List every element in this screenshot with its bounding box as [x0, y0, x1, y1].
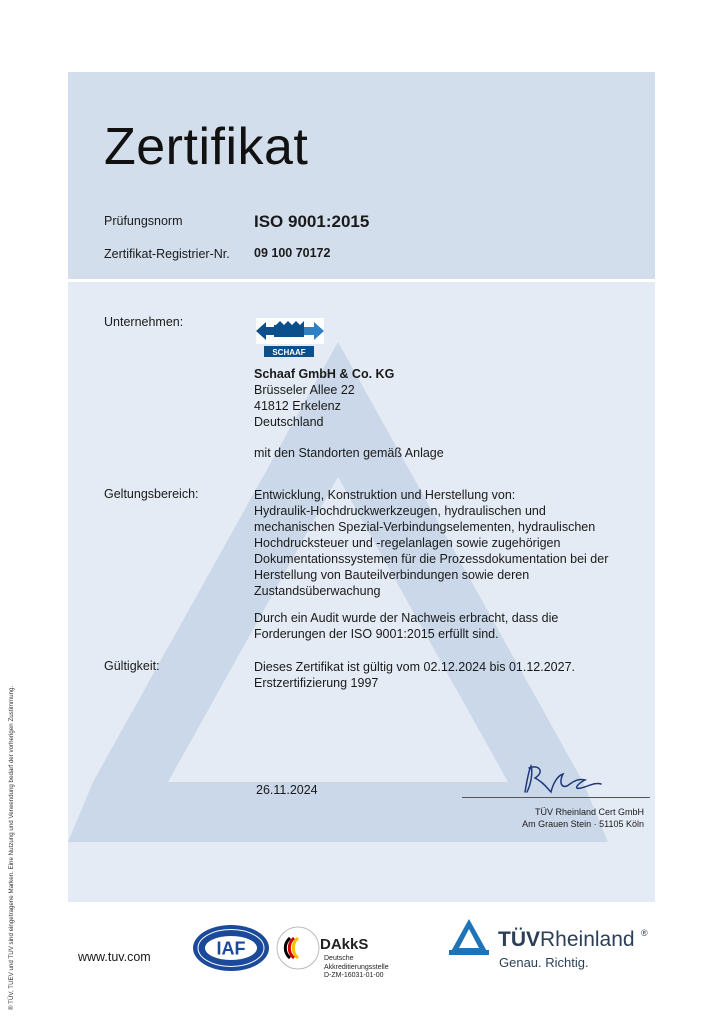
audit-statement [254, 610, 558, 642]
scope-line: Hochdrucksteuer und -regelanlagen sowie zugehörigen [254, 536, 561, 550]
company-name: Schaaf GmbH & Co. KG [254, 367, 395, 381]
schaaf-logo-text: SCHAAF [272, 348, 306, 357]
company-sites: mit den Standorten gemäß Anlage [254, 446, 444, 460]
norm-value: ISO 9001:2015 [254, 212, 370, 231]
registered-mark: ® [641, 928, 648, 938]
issuer-address: Am Grauen Stein · 51105 Köln [522, 819, 644, 829]
tuv-claim: Genau. Richtig. [499, 955, 589, 970]
schaaf-logo [254, 316, 326, 360]
issue-date: 26.11.2024 [256, 783, 318, 797]
validity-label: Gültigkeit: [104, 659, 160, 673]
dakks-line: Akkreditierungsstelle [324, 963, 389, 971]
certificate-title: Zertifikat [104, 118, 309, 176]
registration-value: 09 100 70172 [254, 246, 331, 260]
signature [515, 762, 605, 798]
website-link[interactable]: www.tuv.com [78, 950, 151, 964]
dakks-registration: D-ZM-16031-01-00 [324, 972, 384, 979]
scope-label: Geltungsbereich: [104, 487, 199, 501]
tuv-brand-rest: Rheinland [540, 928, 635, 951]
scope-line: Zustandsüberwachung [254, 584, 381, 598]
trademark-note: ® TÜV, TUEV und TUV sind eingetragene Marken. Eine Nutzung und Verwendung bedarf der vorherigen Zustimmung. [8, 685, 15, 1010]
scope-line: Herstellung von Bauteilverbindungen sowie deren [254, 568, 530, 582]
iaf-logo-text: IAF [216, 938, 246, 959]
dakks-name: DAkkS [320, 936, 369, 953]
audit-line: Forderungen der ISO 9001:2015 erfüllt sind. [254, 627, 499, 641]
signature-line [462, 797, 650, 798]
issuer-name: TÜV Rheinland Cert GmbH [534, 807, 644, 817]
first-certification: Erstzertifizierung 1997 [254, 676, 379, 690]
scope-line: mechanischen Spezial-Verbindungselementen, hydraulischen [254, 520, 596, 534]
scope-line: Dokumentationssystemen für die Prozessdokumentation bei der [254, 552, 609, 566]
issuer-block [522, 806, 644, 830]
tuv-brand-bold: TÜV [498, 928, 540, 951]
tuv-triangle-icon [448, 918, 490, 956]
company-label: Unternehmen: [104, 315, 184, 329]
company-street: Brüsseler Allee 22 [254, 383, 355, 397]
scope-text [254, 487, 608, 599]
company-city: 41812 Erkelenz [254, 399, 341, 413]
iaf-logo [192, 924, 270, 972]
company-address [254, 366, 394, 430]
dakks-logo [276, 924, 322, 972]
company-country: Deutschland [254, 415, 324, 429]
scope-line: Entwicklung, Konstruktion und Herstellung von: [254, 488, 516, 502]
scope-line: Hydraulik-Hochdruckwerkzeugen, hydraulischen und [254, 504, 546, 518]
norm-label: Prüfungsnorm [104, 214, 183, 228]
dakks-line: Deutsche [324, 955, 354, 962]
dakks-subtitle [324, 955, 389, 981]
validity-period: Dieses Zertifikat ist gültig vom 02.12.2024 bis 01.12.2027. [254, 660, 576, 674]
validity-text [254, 659, 575, 691]
tuv-rheinland-brand [498, 928, 635, 952]
audit-line: Durch ein Audit wurde der Nachweis erbracht, dass die [254, 611, 559, 625]
registration-label: Zertifikat-Registrier-Nr. [104, 247, 230, 261]
